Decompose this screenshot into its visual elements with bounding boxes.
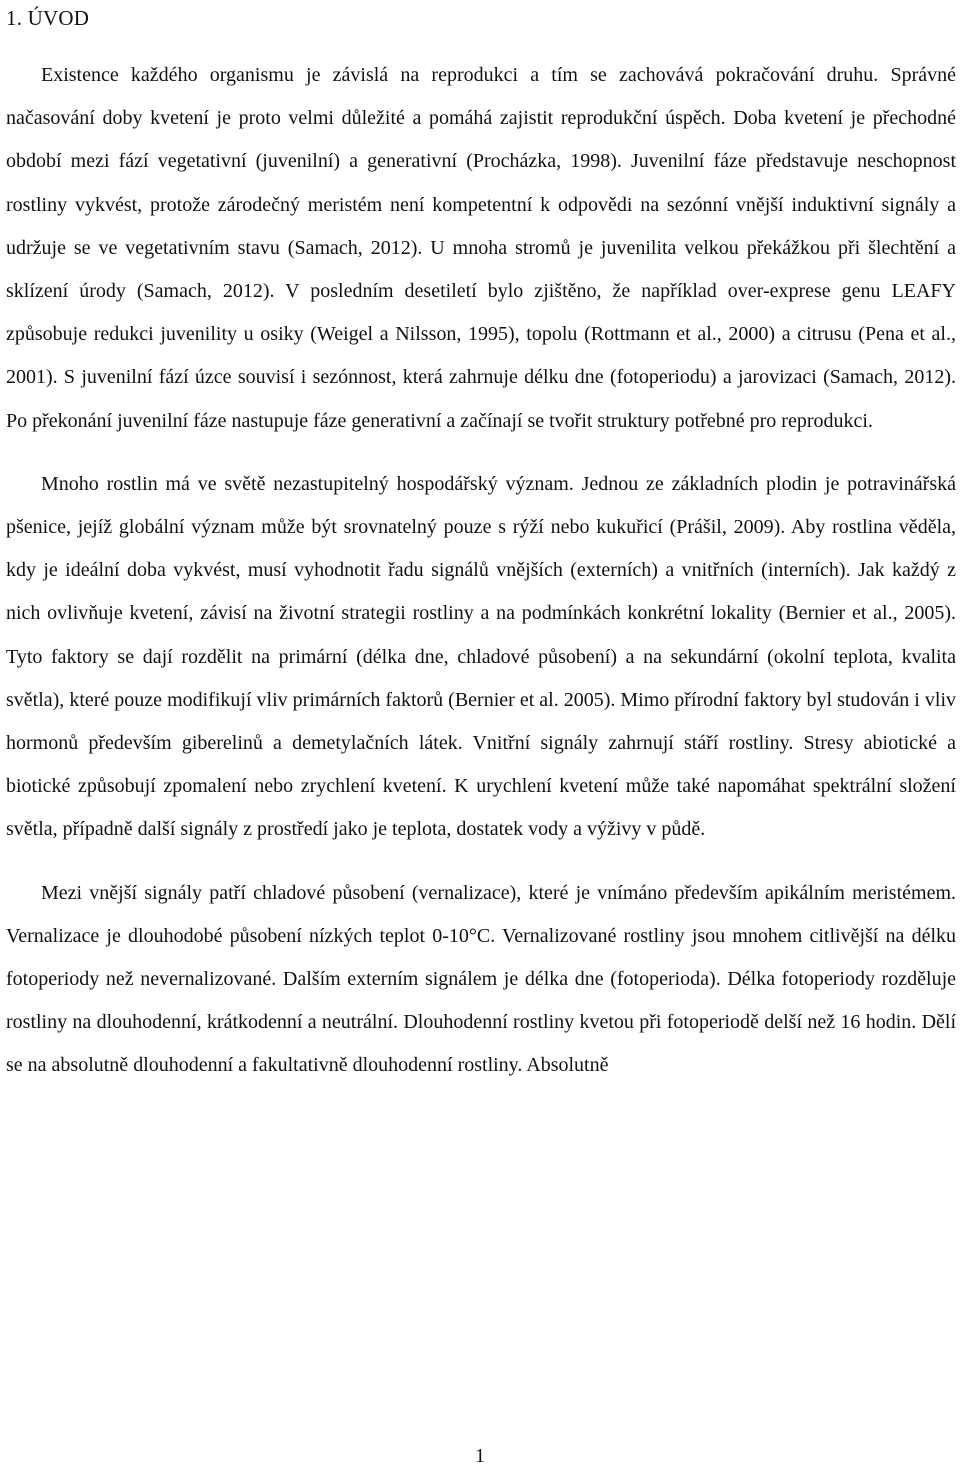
paragraph-flowering-signals: Mnoho rostlin má ve světě nezastupitelný hospodářský význam. Jednou ze základních plodin je potravinářská pšenice, jejíž globální význam může být srovnatelný pouze s rýží nebo kukuřicí (Prášil, 2009). Aby rostlina věděla, kdy je ideální doba vykvést, musí vyhodnotit řadu signálů vnějších (externích) a vnitřních (interních). Jak každý z nich ovlivňuje kvetení, závisí na životní strategii rostliny a na podmínkách konkrétní lokality (Bernier et al., 2005). Tyto faktory se dají rozdělit na primární (délka dne, chladové působení) a na sekundární (okolní teplota, kvalita světla), které pouze modifikují vliv primárních faktorů (Bernier et al. 2005). Mimo přírodní faktory byl studován i vliv hormonů především giberelinů a demetylačních látek. Vnitřní signály zahrnují stáří rostliny. Stresy abiotické a biotické způsobují zpomalení nebo zrychlení kvetení. K urychlení kvetení může také napomáhat spektrální složení světla, případně další signály z prostředí jako je teplota, dostatek vody a výživy v půdě. xyxy=(6,472,956,841)
page-number: 1 xyxy=(475,1445,485,1467)
section-body xyxy=(6,54,956,1088)
paragraph-reproduction: Existence každého organismu je závislá na reprodukci a tím se zachovává pokračování druhu. Správné načasování doby kvetení je proto velmi důležité a pomáhá zajistit reprodukční úspěch. Doba kvetení je přechodné období mezi fází vegetativní (juvenilní) a generativní (Procházka, 1998). Juvenilní fáze představuje neschopnost rostliny vykvést, protože zárodečný meristém není kompetentní k odpovědi na sezónní vnější induktivní signály a udržuje se ve vegetativním stavu (Samach, 2012). U mnoha stromů je juvenilita velkou překážkou při šlechtění a sklízení úrody (Samach, 2012). V posledním desetiletí bylo zjištěno, že například over-exprese genu LEAFY způsobuje redukci juvenility u osiky (Weigel a Nilsson, 1995), topolu (Rottmann et al., 2000) a citrusu (Pena et al., 2001). S juvenilní fází úzce souvisí i sezónnost, která zahrnuje délku dne (fotoperiodu) a jarovizaci (Samach, 2012). Po překonání juvenilní fáze nastupuje fáze generativní a začínají se tvořit struktury potřebné pro reprodukci. xyxy=(6,64,956,432)
section-heading: 1. ÚVOD xyxy=(6,6,90,30)
paragraph-vernalization: Mezi vnější signály patří chladové působení (vernalizace), které je vnímáno především apikálním meristémem. Vernalizace je dlouhodobé působení nízkých teplot 0-10°C. Vernalizované rostliny jsou mnohem citlivější na délku fotoperiody než nevernalizované. Dalším externím signálem je délka dne (fotoperioda). Délka fotoperiody rozděluje rostliny na dlouhodenní, krátkodenní a neutrální. Dlouhodenní rostliny kvetou při fotoperiodě delší než 16 hodin. Dělí se na absolutně dlouhodenní a fakultativně dlouhodenní rostliny. Absolutně xyxy=(6,881,956,1077)
